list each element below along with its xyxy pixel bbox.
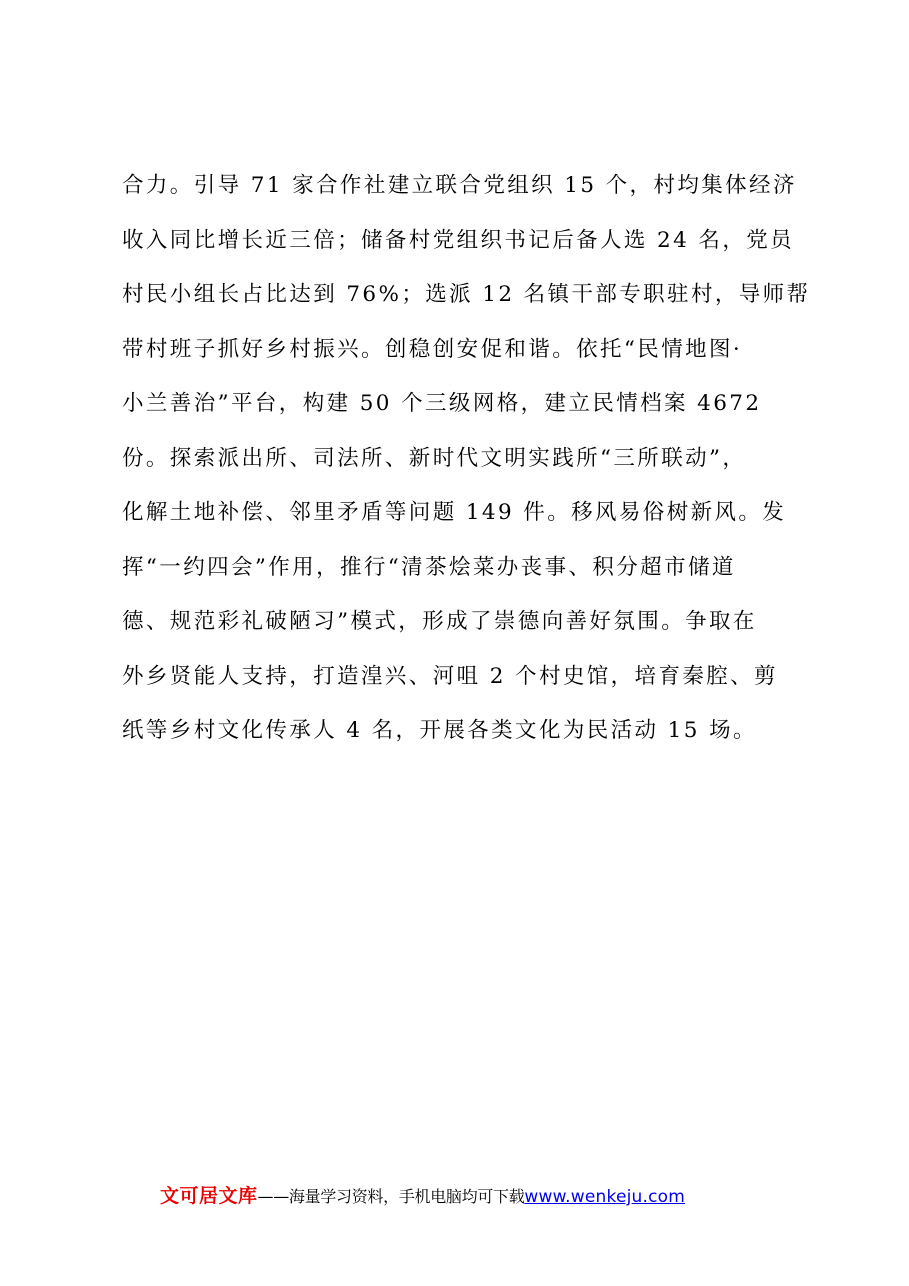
- paragraph-line: 村民小组长占比达到 76%；选派 12 名镇干部专职驻村，导师帮: [122, 282, 811, 307]
- footer-website-link[interactable]: www.wenkeju.com: [524, 1187, 686, 1207]
- paragraph-line: 小兰善治”平台，构建 50 个三级网格，建立民情档案 4672: [122, 391, 762, 416]
- paragraph-line: 外乡贤能人支持，打造湟兴、河咀 2 个村史馆，培育秦腔、剪: [122, 663, 778, 689]
- footer-brand: 文可居文库: [160, 1185, 258, 1207]
- body-paragraph: [122, 166, 811, 766]
- paragraph-line: 纸等乡村文化传承人 4 名，开展各类文化为民活动 15 场。: [122, 718, 757, 743]
- paragraph-line: 德、规范彩礼破陋习”模式，形成了崇德向善好氛围。争取在: [122, 609, 757, 634]
- footer-description: ——海量学习资料，手机电脑均可下载: [257, 1187, 525, 1206]
- paragraph-line: 化解土地补偿、邻里矛盾等问题 149 件。移风易俗树新风。发: [122, 500, 787, 525]
- paragraph-line: 挥“一约四会”作用，推行“清茶烩菜办丧事、积分超市储道: [122, 554, 736, 580]
- paragraph-line: 合力。引导 71 家合作社建立联合党组织 15 个，村均集体经济: [122, 173, 797, 198]
- paragraph-line: 份。探索派出所、司法所、新时代文明实践所“三所联动”，: [122, 445, 747, 471]
- paragraph-line: 带村班子抓好乡村振兴。创稳创安促和谐。依托“民情地图·: [122, 336, 743, 362]
- paragraph-line: 收入同比增长近三倍；储备村党组织书记后备人选 24 名，党员: [122, 227, 795, 253]
- footer-banner: [160, 1183, 685, 1210]
